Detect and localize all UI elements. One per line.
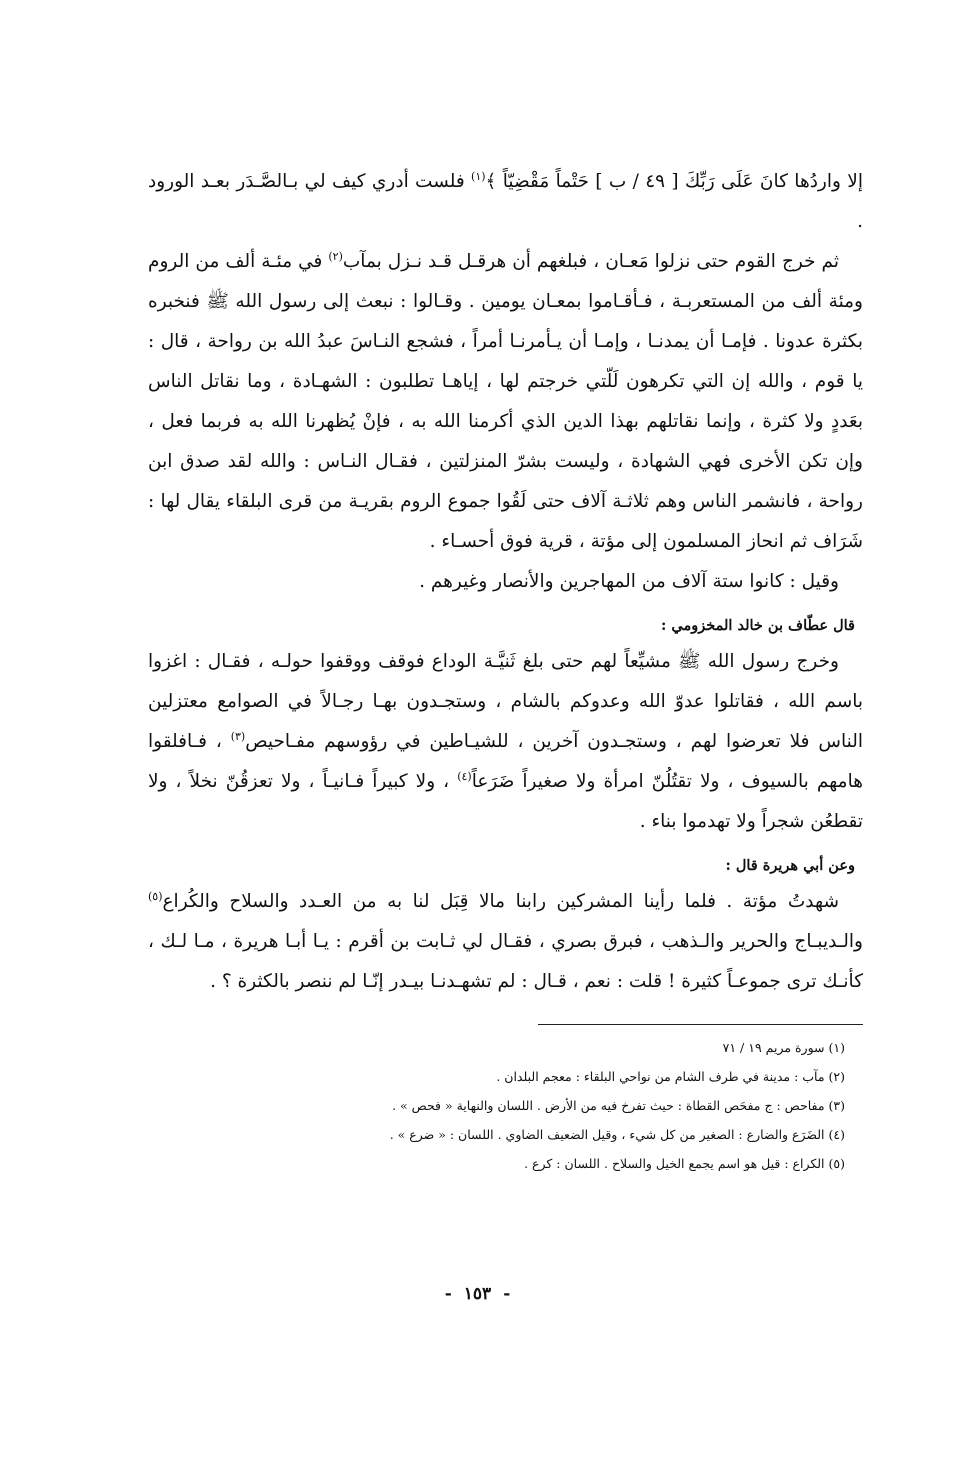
paragraph-1-rest: فلست أدري كيف لي بـالصَّـدَر بعـد الورود . (148, 171, 863, 232)
paragraph-4-lead: وخرج رسول الله ﷺ مشيِّعاً لهم حتى بلغ ثَنيَّـة الوداع فوقف ووقفوا حولـه ، فقـال : اغزوا باسم الله ، فقاتلوا عدوّ الله وعدوكم بالشام ، وستجـدون بهـا رجـالاً في الصوامع معتزلين الناس فلا تعرضوا لهم ، وستجـدون آخرين ، للشيـاطين في رؤوسهم مفـاحيص (148, 651, 864, 752)
page-body (148, 162, 863, 1402)
page-number-dash-right: - (503, 1284, 511, 1304)
page-number-value: ١٥٣ (463, 1284, 492, 1304)
paragraph-1 (148, 162, 863, 242)
paragraph-5-rest: والـديبـاج والحرير والـذهب ، فبرق بصري ، فقـال لي ثـابت بن أقرم : يـا أبـا هريرة ، مـا لـك ، كأنـك ترى جموعـاً كثيرة ! قلت : نعم ، قـال : لم تشهـدنـا بيـدر إنّـا لم ننصر بالكثرة ؟ . (148, 931, 863, 992)
footnote-4: (٤) الضَرَع والضارع : الصغير من كل شيء ، وقيل الضعيف الضاوي . اللسان : « ضرع » . (389, 1127, 845, 1142)
paragraph-3: وقيل : كانوا ستة آلاف من المهاجرين والأنصار وغيرهم . (419, 571, 839, 592)
footnote-1: (١) سورة مريم ١٩ / ٧١ (722, 1040, 845, 1055)
footnote-3: (٣) مفاحص : ج مفحَص القطاة : حيث تفرخ فيه من الأرض . اللسان والنهاية « فحص » . (392, 1098, 845, 1113)
footnote-separator (538, 1024, 863, 1025)
page-number-dash-left: - (444, 1284, 452, 1304)
page-number (0, 1284, 955, 1304)
paragraph-2 (148, 242, 863, 562)
footnote-ref-3: (٣) (230, 729, 246, 743)
paragraph-4 (148, 642, 863, 842)
paragraph-4-rest: ، ولا كبيراً فـانيـاً ، ولا تعزقُنّ نخلاً ، ولا تقطعُن شجراً ولا تهدموا بناء . (148, 771, 863, 832)
footnote-2: (٢) مآب : مدينة في طرف الشام من نواحي البلقاء : معجم البلدان . (496, 1069, 845, 1084)
footnotes-list (148, 1033, 863, 1178)
paragraph-2-lead: ثم خرج القوم حتى نزلوا مَعـان ، فبلغهم أن هرقـل قـد نـزل بمآب (342, 251, 839, 272)
footnote-ref-4: (٤) (457, 769, 472, 783)
section-heading-abu-hurayra: وعن أبي هريرة قال : (725, 857, 855, 874)
paragraph-5-lead: شهدتُ مؤتة . فلما رأينا المشركين رابنا مالا قِبَل لنا به من العـدد والسلاح والكُراع (162, 891, 839, 912)
footnote-ref-5: (٥) (148, 889, 163, 903)
paragraph-2-rest: في مئـة ألف من الروم ومئة ألف من المستعربـة ، فـأقـاموا بمعـان يومين . وقـالوا : نبعث إلى رسول الله ﷺ فنخبره بكثرة عدونا . فإمـا أن يمدنـا ، وإمـا أن يـأمرنـا أمراً ، فشجع النـاسَ عبدُ الله بن رواحة ، قال : يا قوم ، والله إن التي تكرهون لَلّتي خرجتم لها ، إياهـا تطلبون : الشهـادة ، وما نقاتل الناس بعَددٍ ولا كثرة ، وإنما نقاتلهم بهذا الدين الذي أكرمنا الله به ، فإنْ يُظهرنا الله به فربما فعل ، وإن تكن الأخرى فهي الشهادة ، وليست بشرّ المنزلتين ، فقـال النـاس : والله لقد صدق ابن رواحة ، فانشمر الناس وهم ثلاثـة آلاف حتى لَقُوا جموع الروم بقريـة من قرى البلقاء يقال لها : شَرَاف ثم انحاز المسلمون إلى مؤتة ، قرية فوق أحسـاء . (148, 251, 863, 552)
paragraph-5 (148, 882, 863, 1002)
footnote-5: (٥) الكراع : قيل هو اسم يجمع الخيل والسلاح . اللسان : كرع . (524, 1156, 845, 1171)
footnote-ref-2: (٢) (328, 249, 343, 263)
paragraph-4-mid: ، فـافلقوا هامهم بالسيوف ، ولا تقتُلُنّ امرأة ولا صغيراً ضَرَعاً (148, 731, 863, 792)
section-heading-attaf: قال عطّاف بن خالد المخزومي : (660, 617, 855, 634)
paragraph-1-lead: إلا واردُها كانَ عَلَى رَبِّكَ [ ٤٩ / ب ] حَتْماً مَقْضِيّاً ﴾ (485, 171, 863, 192)
footnote-ref-1: (١) (471, 169, 486, 183)
